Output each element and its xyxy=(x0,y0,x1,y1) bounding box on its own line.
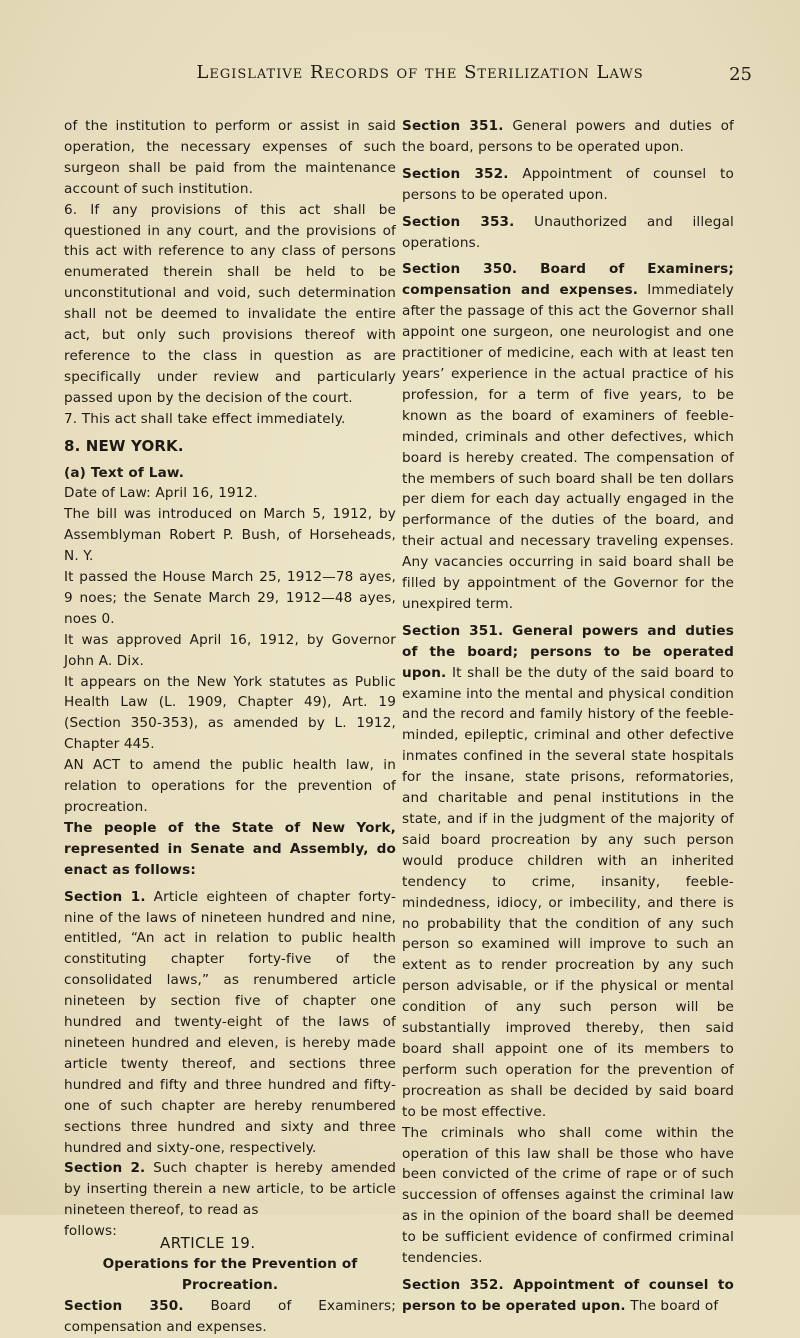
section-text: It shall be the duty of the said board to examine into the mental and physical condition and the record and family history of the feeble-minded, epileptic, criminal and other defective inmates confined in the several state hospitals for the insane, state prisons, reformatories, and charitable and penal institutions in the state, and if in the judgment of the majority of said board procreation by any such person would produce children with an inherited tendency to crime, insanity, feeble-mindedness, idiocy, or imbecility, and there is no probability that the condition of any such person so examined will improve to such an extent as to render procreation by any such person advisable, or if the physical or mental condition of any such person will be substantially improved thereby, then said board shall appoint one of its members to perform such operation for the prevention of procreation as shall be decided by said board to be most effective. xyxy=(402,664,734,1120)
state-heading: 8. NEW YORK. xyxy=(64,436,184,455)
paragraph: It passed the House March 25, 1912—78 ayes, 9 noes; the Senate March 29, 1912—48 ayes, noes 0. xyxy=(64,569,396,627)
paragraph: It appears on the New York statutes as Public Health Law (L. 1909, Chapter 49), Art. 19 (Section 350-353), as amended by L. 1912, Chapter 445. xyxy=(64,673,396,753)
section-label: Section 2. xyxy=(64,1160,146,1177)
section-paragraph xyxy=(64,1296,396,1338)
enacting-clause: The people of the State of New York, represented in Senate and Assembly, do enact as follows: xyxy=(64,819,396,878)
toc-entry xyxy=(402,116,734,158)
section-paragraph xyxy=(402,259,734,614)
paragraph: It was approved April 16, 1912, by Governor John A. Dix. xyxy=(64,631,396,669)
paragraph: 6. If any provisions of this act shall be questioned in any court, and the provisions of this act with reference to any class of persons enumerated therein shall be held to be unconstitutional and void, such determination shall not be deemed to invalidate the entire act, but only such provisions thereof with reference to the class in question as are specifically under review and particularly passed upon by the decision of the court. xyxy=(64,201,396,406)
subsection-heading: (a) Text of Law. xyxy=(64,464,185,481)
section-paragraph xyxy=(64,887,396,1159)
right-column xyxy=(402,116,734,1317)
section-text: Appointment of counsel to persons to be operated upon. xyxy=(402,165,734,203)
section-text: Article eighteen of chapter forty-nine of the laws of nineteen hundred and nine, entitled, “An act in relation to public health constituting chapter forty-five of the consolidated laws,” as renumbered article nineteen by section five of chapter one hundred and twenty-eight of the laws of nineteen hundred and eleven, is hereby made article twenty thereof, and sections three hundred and fifty and three hundred and fifty-one of such chapter are hereby renumbered sections three hundred and sixty and three hundred and sixty-one, respectively. xyxy=(64,888,396,1156)
section-heading: Section 351. General powers and duties of the board; persons to be operated upon. xyxy=(402,622,734,681)
paragraph: of the institution to perform or assist in said operation, the necessary expenses of such surgeon shall be paid from the maintenance account of such institution. xyxy=(64,118,396,197)
paragraph: 7. This act shall take effect immediately. xyxy=(64,410,346,427)
section-heading: Section 352. Appointment of counsel to person to be operated upon. xyxy=(402,1276,734,1314)
running-title: Legislative Records of the Sterilization Laws xyxy=(196,62,644,83)
section-label: Section 1. xyxy=(64,888,146,905)
section-text: Such chapter is hereby amended by inserting therein a new article, to be article nineteen thereof, to read as xyxy=(64,1160,396,1219)
section-text: Immediately after the passage of this act the Governor shall appoint one surgeon, one neurologist and one practitioner of medicine, each with at least ten years’ experience in the actual practice of his profession, for a term of five years, to be known as the board of examiners of feeble-minded, criminals and other defectives, which board is hereby created. The compensation of the members of such board shall be ten dollars per diem for each day actually engaged in the performance of the duties of the board, and their actual and necessary traveling expenses. Any vacancies occurring in said board shall be filled by appointment of the Governor for the unexpired term. xyxy=(402,282,734,612)
page-number: 25 xyxy=(729,64,752,85)
section-label: Section 351. xyxy=(402,118,504,134)
section-label: Section 353. xyxy=(402,213,515,230)
toc-entry xyxy=(402,212,734,254)
section-text: General powers and duties of the board, persons to be operated upon. xyxy=(402,118,734,155)
paragraph: Date of Law: April 16, 1912. xyxy=(64,485,258,502)
article-title: Operations for the Prevention of Procreation. xyxy=(102,1256,358,1293)
section-text: Unauthorized and illegal operations. xyxy=(402,213,734,251)
section-label: Section 352. xyxy=(402,165,509,182)
section-text: Board of Examiners; compensation and expenses. xyxy=(64,1297,396,1335)
follows-text: follows: xyxy=(64,1223,117,1240)
paragraph: The criminals who shall come within the operation of this law shall be those who have been convicted of the crime of rape or of such succession of offenses against the criminal law as in the opinion of the board shall be deemed to be sufficient evidence of confirmed criminal tendencies. xyxy=(402,1124,734,1267)
section-paragraph xyxy=(402,621,734,1123)
section-label: Section 350. xyxy=(64,1297,184,1314)
paragraph: AN ACT to amend the public health law, in relation to operations for the prevention of procreation. xyxy=(64,757,396,815)
section-heading: Section 350. Board of Examiners; compensation and expenses. xyxy=(402,261,734,299)
left-column xyxy=(64,116,396,1338)
section-paragraph xyxy=(402,1275,734,1317)
section-text: The board of xyxy=(630,1297,719,1314)
toc-entry xyxy=(402,164,734,206)
paragraph: The bill was introduced on March 5, 1912, by Assemblyman Robert P. Bush, of Horseheads, N. Y. xyxy=(64,506,396,565)
article-heading: ARTICLE 19. xyxy=(160,1234,256,1253)
section-paragraph xyxy=(64,1158,396,1221)
article-line xyxy=(64,1221,396,1254)
